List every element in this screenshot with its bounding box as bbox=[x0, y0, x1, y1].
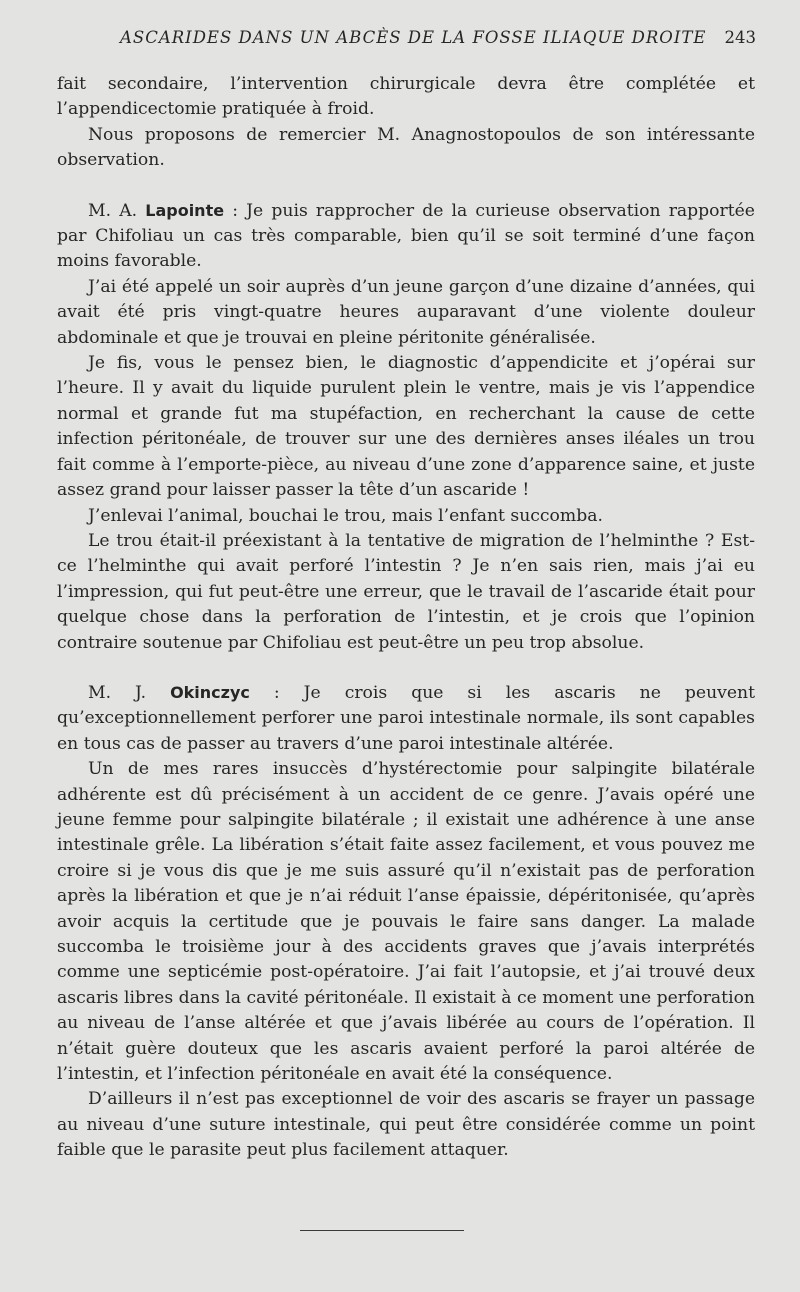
paragraph bbox=[57, 504, 755, 529]
paragraph-text: J’ai été appelé un soir auprès d’un jeune garçon d’une dizaine d’années, qui avait été pris vingt-quatre heures auparavant d’une violente douleur abdominale et que je trouvai en pleine péritonite généralisée. bbox=[57, 276, 755, 348]
paragraph-text: fait secondaire, l’intervention chirurgicale devra être complétée et l’appendicectomie pratiquée à froid. bbox=[57, 74, 755, 120]
paragraph bbox=[57, 1087, 755, 1163]
speaker-prefix: M. A. bbox=[88, 200, 146, 221]
paragraph bbox=[57, 72, 755, 123]
closing-rule bbox=[300, 1230, 464, 1231]
paragraph-text: : Je crois que si les ascaris ne peuvent qu’exceptionnellement perforer une paroi intestinale normale, ils sont capables en tous cas de passer au travers d’une paroi intestinale altérée. bbox=[57, 682, 755, 754]
paragraph bbox=[57, 198, 755, 275]
paragraph-text: Je fis, vous le pensez bien, le diagnostic d’appendicite et j’opérai sur l’heure. Il y avait du liquide purulent plein le ventre, mais je vis l’appendice normal et grande fut ma stupéfaction, en recherchant la cause de cette infection péritonéale, de trouver sur une des dernières anses iléales un trou fait comme à l’emporte-pièce, au niveau d’une zone d’apparence saine, et juste assez grand pour laisser passer la tête d’un ascaride ! bbox=[57, 353, 755, 501]
paragraph-text: D’ailleurs il n’est pas exceptionnel de voir des ascaris se frayer un passage au niveau d’une suture intestinale, qui peut être considérée comme un point faible que le parasite peut plus facilement attaquer. bbox=[57, 1089, 755, 1161]
paragraph bbox=[57, 680, 755, 757]
paragraph bbox=[57, 275, 755, 351]
paragraph-text: Un de mes rares insuccès d’hystérectomie pour salpingite bilatérale adhérente est dû précisément à un accident de ce genre. J’avais opéré une jeune femme pour salpingite bilatérale ; il existait une adhérence à une anse intestinale grêle. La libération s’était faite assez facilement, et vous pouvez me croire si je vous dis que je me suis assuré qu’il n’existait pas de perforation après la libération et que je n’ai réduit l’anse épaissie, dépéritonisée, qu’après avoir acquis la certitude que je pouvais le faire sans danger. La malade succomba le troisième jour à des accidents graves que j’avais interprétés comme une septicémie post-opératoire. J’ai fait l’autopsie, et j’ai trouvé deux ascaris libres dans la cavité péritonéale. Il existait à ce moment une perforation au niveau de l’anse altérée et que j’avais libérée au cours de l’opération. Il n’était guère douteux que les ascaris avaient perforé la paroi altérée de l’intestin, et l’infection péritonéale en avait été la conséquence. bbox=[57, 759, 755, 1085]
speaker-prefix: M. J. bbox=[88, 682, 171, 703]
paragraph bbox=[57, 757, 755, 1087]
paragraph-text: Nous proposons de remercier M. Anagnostopoulos de son intéressante observation. bbox=[57, 124, 755, 171]
speaker-name: Lapointe bbox=[145, 200, 225, 220]
running-header bbox=[56, 28, 756, 52]
paragraph bbox=[57, 529, 755, 656]
paragraph-text: Le trou était-il préexistant à la tentative de migration de l’helminthe ? Est-ce l’helminthe qui avait perforé l’intestin ? Je n’en sais rien, mais j’ai eu l’impression, qui fut peut-être une erreur, que le travail de l’ascaride était pour quelque chose dans la perforation de l’intestin, et je crois que l’opinion contraire soutenue par Chifoliau est peut-être un peu trop absolue. bbox=[57, 530, 755, 653]
paragraph bbox=[57, 123, 755, 174]
paragraph-text: J’enlevai l’animal, bouchai le trou, mais l’enfant succomba. bbox=[88, 505, 603, 526]
paragraph-text: : Je puis rapprocher de la curieuse observation rapportée par Chifoliau un cas très comparable, bien qu’il se soit terminé d’une façon moins favorable. bbox=[57, 200, 755, 272]
paragraph bbox=[57, 351, 755, 503]
page-number: 243 bbox=[724, 28, 756, 47]
running-title: ASCARIDES DANS UN ABCÈS DE LA FOSSE ILIAQUE DROITE bbox=[120, 28, 707, 47]
body-text bbox=[57, 72, 755, 1164]
speaker-name: Okinczyc bbox=[170, 682, 250, 702]
